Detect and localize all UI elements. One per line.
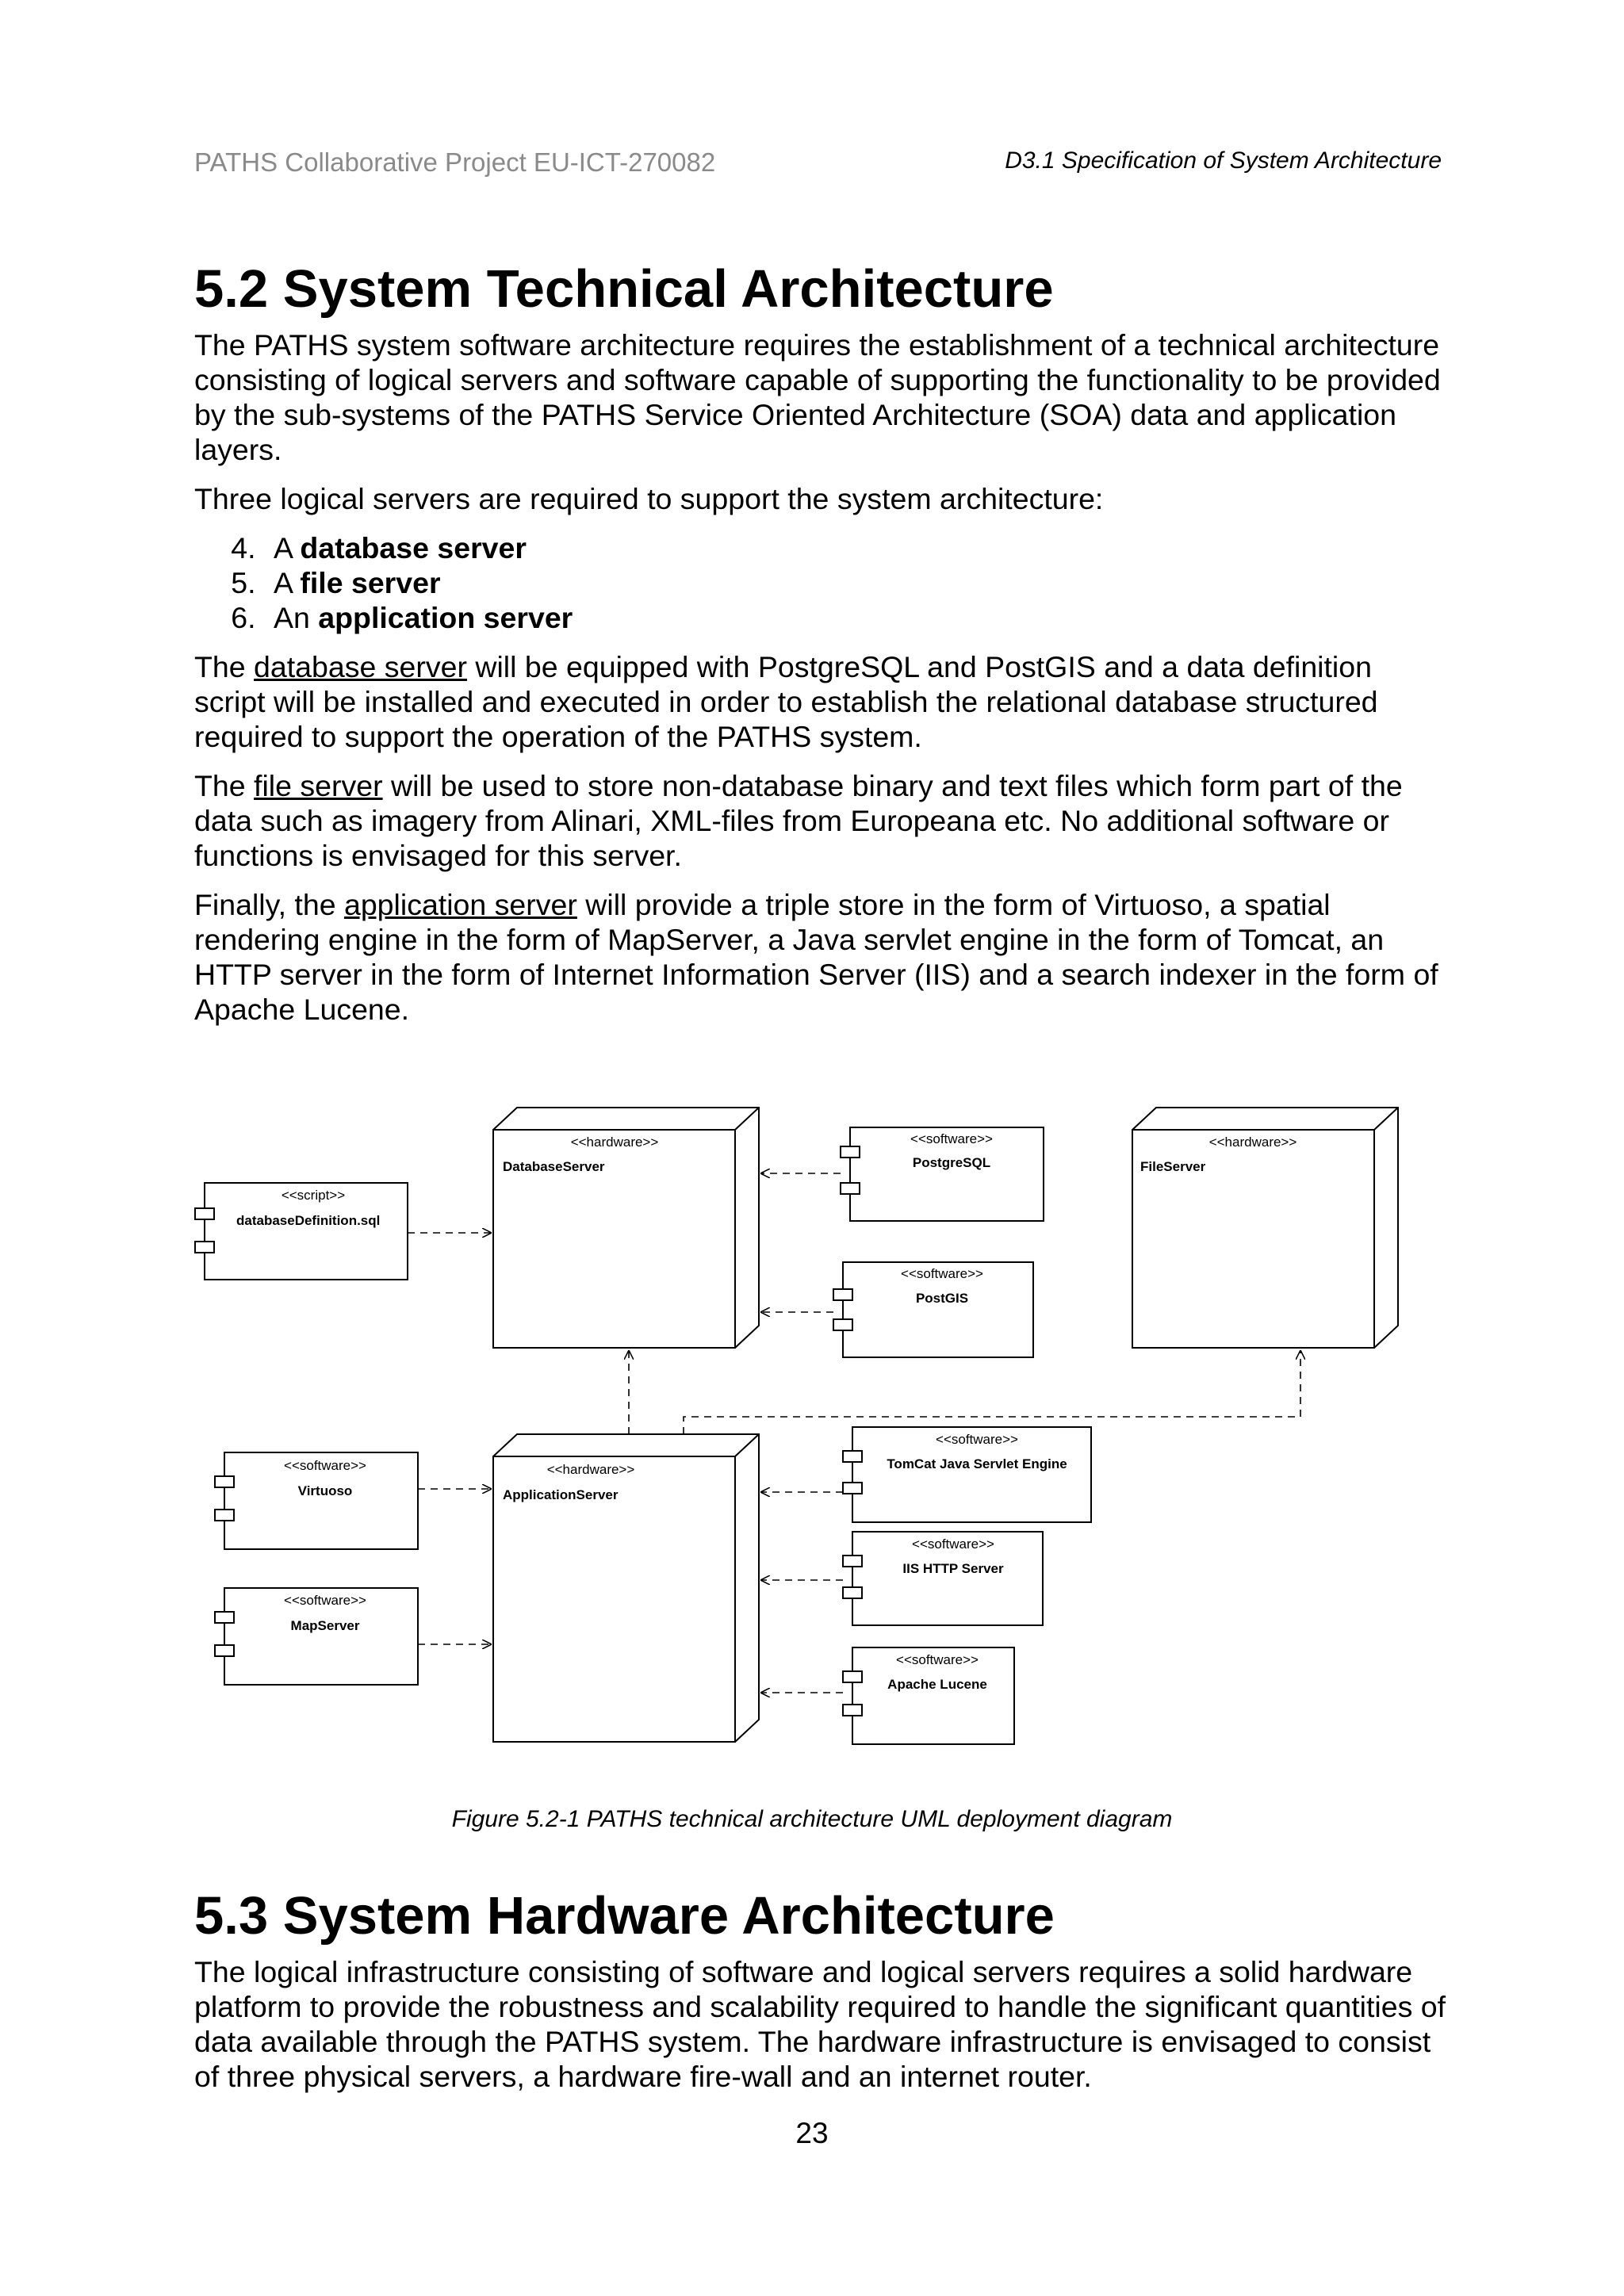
stereotype-label: <<software>> <box>901 1266 983 1281</box>
section-5-3 <box>194 1885 1447 2108</box>
stereotype-label: <<software>> <box>284 1593 366 1608</box>
server-list <box>194 530 1447 635</box>
component-label-lucene: Apache Lucene <box>887 1677 987 1692</box>
component-label-postgis: PostGIS <box>915 1291 969 1306</box>
paragraph: The PATHS system software architecture requires the establishment of a technical architecture consisting of logical servers and software capable of supporting the functionality to be provided by the sub-systems of the PATHS Service Oriented Architecture (SOA) data and application layers. <box>194 328 1441 467</box>
paragraph: Three logical servers are required to support the system architecture: <box>194 482 1104 516</box>
component-label-virtuoso: Virtuoso <box>297 1483 353 1498</box>
stereotype-label: <<software>> <box>912 1536 994 1552</box>
stereotype-label: <<software>> <box>936 1432 1018 1447</box>
component-label-mapserver: MapServer <box>290 1618 360 1633</box>
list-item: 4. A database server <box>264 530 1447 565</box>
stereotype-label: <<software>> <box>896 1652 979 1667</box>
stereotype-label: <<hardware>> <box>570 1135 659 1150</box>
stereotype-label: <<hardware>> <box>546 1462 635 1477</box>
section-title: 5.2 System Technical Architecture <box>194 259 1054 319</box>
uml-deployment-diagram <box>190 1098 1411 1756</box>
component-label-script: databaseDefinition.sql <box>236 1213 381 1228</box>
stereotype-label: <<software>> <box>910 1131 993 1146</box>
paragraph: The logical infrastructure consisting of software and logical servers requires a solid hardware platform to provide the robustness and scalability required to handle the significant quantities of data available through the PATHS system. The hardware infrastructure is envisaged to consist of three physical servers, a hardware fire-wall and an internet router. <box>194 1955 1446 2094</box>
header-project: PATHS Collaborative Project EU-ICT-270082 <box>194 147 716 177</box>
header-document-title: D3.1 Specification of System Architecture <box>1005 147 1442 174</box>
node-label-file-server: FileServer <box>1140 1159 1206 1174</box>
paragraph: The database server will be equipped with PostgreSQL and PostGIS and a data definition script will be installed and executed in order to establish the relational database structured required to support the operation of the PATHS system. <box>194 650 1378 754</box>
section-5-2 <box>194 258 1447 1041</box>
application-server-node <box>493 1434 759 1742</box>
stereotype-label: <<hardware>> <box>1208 1135 1297 1150</box>
list-item: 5. A file server <box>264 565 1447 600</box>
node-label-database-server: DatabaseServer <box>503 1159 605 1174</box>
stereotype-label: <<script>> <box>281 1188 346 1203</box>
component-label-iis: IIS HTTP Server <box>902 1561 1004 1576</box>
section-title: 5.3 System Hardware Architecture <box>194 1886 1055 1946</box>
component-label-postgresql: PostgreSQL <box>912 1155 991 1170</box>
paragraph: Finally, the application server will provide a triple store in the form of Virtuoso, a spatial rendering engine in the form of MapServer, a Java servlet engine in the form of Tomcat, an HTTP server in the form of Internet Information Server (IIS) and a search indexer in the form of Apache Lucene. <box>194 888 1438 1027</box>
figure-caption: Figure 5.2-1 PATHS technical architecture UML deployment diagram <box>451 1806 1173 1832</box>
page-number: 23 <box>795 2117 829 2149</box>
stereotype-label: <<software>> <box>284 1458 366 1473</box>
list-item: 6. An application server <box>264 600 1447 635</box>
paragraph: The file server will be used to store non-database binary and text files which form part of the data such as imagery from Alinari, XML-files from Europeana etc. No additional software or functions is envisaged for this server. <box>194 769 1403 873</box>
component-label-tomcat: TomCat Java Servlet Engine <box>887 1456 1067 1471</box>
node-label-application-server: ApplicationServer <box>503 1487 619 1502</box>
